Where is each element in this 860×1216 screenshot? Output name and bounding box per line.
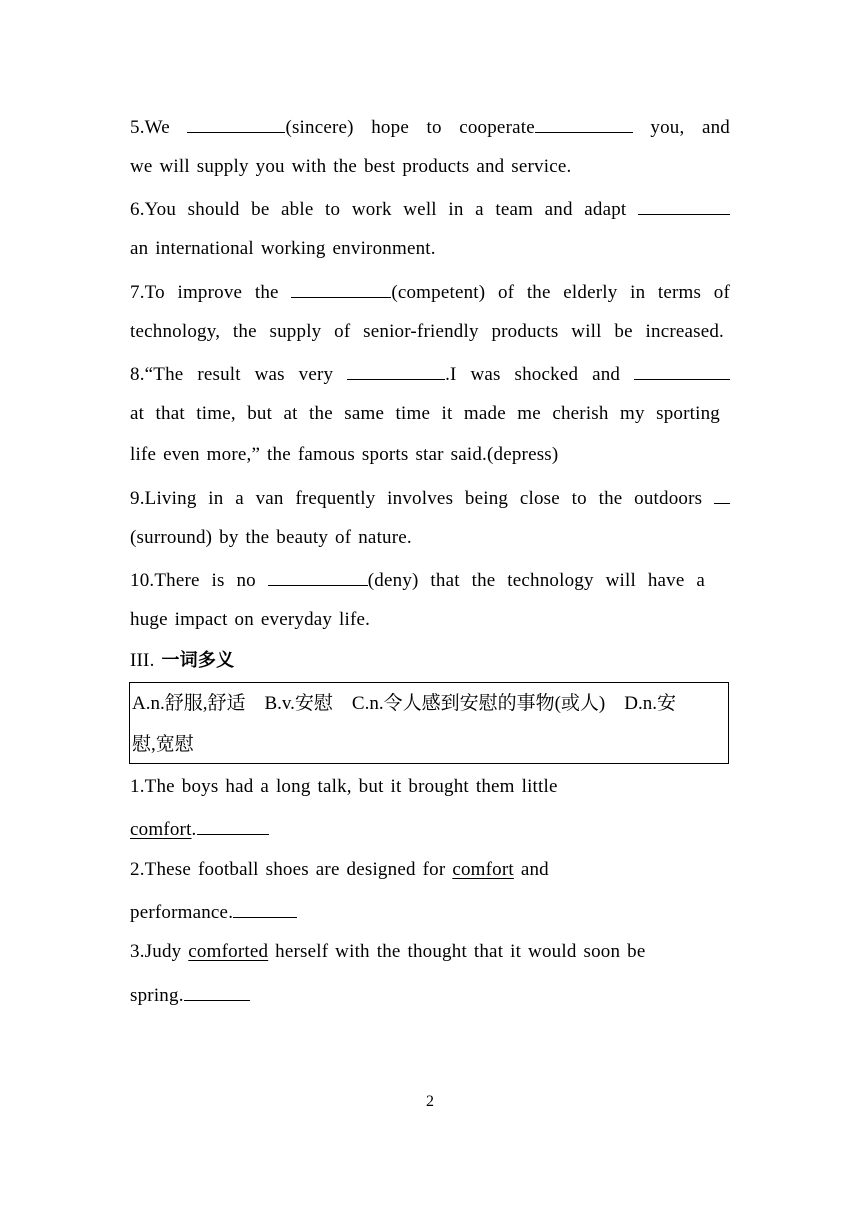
q8-text-start: 8.“The result was very [130,364,348,385]
meaning-question-1-line-1: 1.The boys had a long talk, but it brought them little [130,776,558,797]
sentence-end: . [191,819,197,840]
question-8-line-1 [130,361,730,387]
mq3-line-2-text: spring. [130,985,184,1006]
q10-text-start: 10.There is no [130,570,268,591]
question-10-line-2: huge impact on everyday life. [130,609,371,630]
meaning-question-3-line-1 [130,940,645,964]
mq3-text-start: 3.Judy [130,941,189,962]
question-7-line-1 [130,279,730,305]
q10-text-end: (deny) that the technology will have a [367,570,705,591]
target-word: comfort [130,819,192,840]
q5-text-start: 5.We [130,117,188,138]
answer-blank[interactable] [233,899,297,918]
meaning-question-3-line-2 [130,982,250,1008]
options-box [129,682,729,764]
target-word: comforted [188,941,269,962]
answer-blank[interactable] [347,361,445,380]
q7-text-end: (competent) of the elderly in terms of [391,282,730,303]
q7-text-start: 7.To improve the [130,282,292,303]
question-10-line-1 [130,567,705,593]
question-9-line-1 [130,485,730,511]
question-9-line-2: (surround) by the beauty of nature. [130,527,412,548]
q6-text: 6.You should be able to work well in a team and adapt [130,199,638,220]
mq3-text-end: herself with the thought that it would soon be [268,941,646,962]
options-line-1: A.n.舒服,舒适 B.v.安慰 C.n.令人感到安慰的事物(或人) D.n.安 [132,693,676,714]
question-5-line-2: we will supply you with the best products and service. [130,156,572,177]
question-6-line-1 [130,196,730,222]
answer-blank[interactable] [187,114,285,133]
mq2-text-start: 2.These football shoes are designed for [130,859,453,880]
question-7-line-2: technology, the supply of senior-friendly products will be increased. [130,321,724,342]
question-5-line-1 [130,114,730,140]
q8-text-middle: .I was shocked and [445,364,634,385]
question-6-line-2: an international working environment. [130,238,436,259]
question-8-line-3: life even more,” the famous sports star said.(depress) [130,444,559,465]
section-heading [130,649,234,673]
page-number: 2 [426,1093,434,1110]
q9-text: 9.Living in a van frequently involves being close to the outdoors [130,488,714,509]
meaning-question-1-line-2 [130,816,269,842]
q5-text-end: you, and [632,117,730,138]
question-8-line-2: at that time, but at the same time it made me cherish my sporting [130,403,720,424]
answer-blank[interactable] [268,567,368,586]
answer-blank[interactable] [291,279,391,298]
answer-blank[interactable] [634,361,730,380]
meaning-question-2-line-2 [130,899,297,925]
options-line-2: 慰,宽慰 [132,734,194,755]
answer-blank[interactable] [197,816,269,835]
mq2-text-end: and [513,859,549,880]
section-numeral: III. [130,650,162,671]
answer-blank[interactable] [535,114,633,133]
target-word: comfort [452,859,514,880]
answer-blank[interactable] [184,982,250,1001]
section-title: 一词多义 [161,650,235,671]
q5-text-middle: (sincere) hope to cooperate [285,117,535,138]
mq2-line-2-text: performance. [130,902,234,923]
answer-blank[interactable] [714,485,730,504]
answer-blank[interactable] [638,196,730,215]
meaning-question-2-line-1 [130,858,549,882]
